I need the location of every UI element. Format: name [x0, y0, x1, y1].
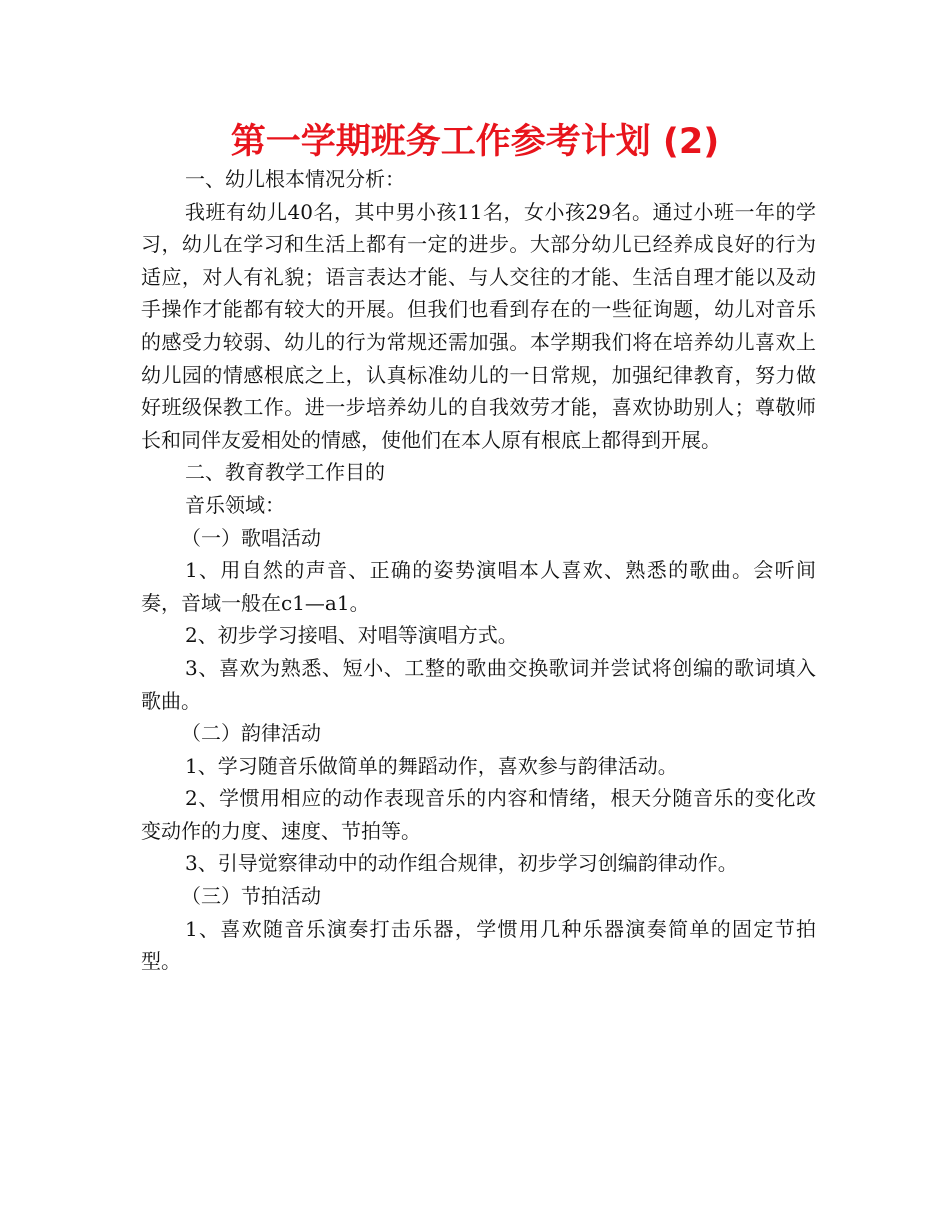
list-item: 3、引导觉察律动中的动作组合规律，初步学习创编韵律动作。 [185, 851, 738, 876]
subsection-heading-singing: （一）歌唱活动 [181, 525, 321, 550]
subsection-heading-beat: （三）节拍活动 [181, 884, 321, 909]
list-item: 3、喜欢为熟悉、短小、工整的歌曲交换歌词并尝试将创编的歌词填入歌曲。 [141, 655, 816, 713]
section-heading-2: 二、教育教学工作目的 [185, 460, 385, 485]
list-item: 2、初步学习接唱、对唱等演唱方式。 [185, 623, 518, 648]
subsection-heading-rhythm: （二）韵律活动 [181, 721, 321, 746]
list-item: 1、用自然的声音、正确的姿势演唱本人喜欢、熟悉的歌曲。会听间奏，音域一般在c1—a1。 [141, 558, 816, 615]
document-title: 第一学期班务工作参考计划 (2) [230, 122, 720, 162]
situation-paragraph: 我班有幼儿40名，其中男小孩11名，女小孩29名。通过小班一年的学习，幼儿在学习和生活上都有一定的进步。大部分幼儿已经养成良好的行为适应，对人有礼貌；语言表达才能、与人交往的才能、生活自理才能以及动手操作才能都有较大的开展。但我们也看到存在的一些征询题，幼儿对音乐的感受力较弱、幼儿的行为常规还需加强。本学期我们将在培养幼儿喜欢上幼儿园的情感根底之上，认真标准幼儿的一日常规，加强纪律教育，努力做好班级保教工作。进一步培养幼儿的自我效劳才能，喜欢协助别人；尊敬师长和同伴友爱相处的情感，使他们在本人原有根底上都得到开展。 [141, 199, 816, 452]
list-item: 1、喜欢随音乐演奏打击乐器，学惯用几种乐器演奏简单的固定节拍型。 [141, 916, 816, 974]
section-heading-1: 一、幼儿根本情况分析： [185, 167, 405, 191]
list-item: 2、学惯用相应的动作表现音乐的内容和情绪，根天分随音乐的变化改变动作的力度、速度、节拍等。 [141, 786, 816, 843]
domain-heading-music: 音乐领域： [185, 492, 285, 517]
document-body [141, 163, 816, 978]
list-item: 1、学习随音乐做简单的舞蹈动作，喜欢参与韵律活动。 [185, 753, 678, 778]
